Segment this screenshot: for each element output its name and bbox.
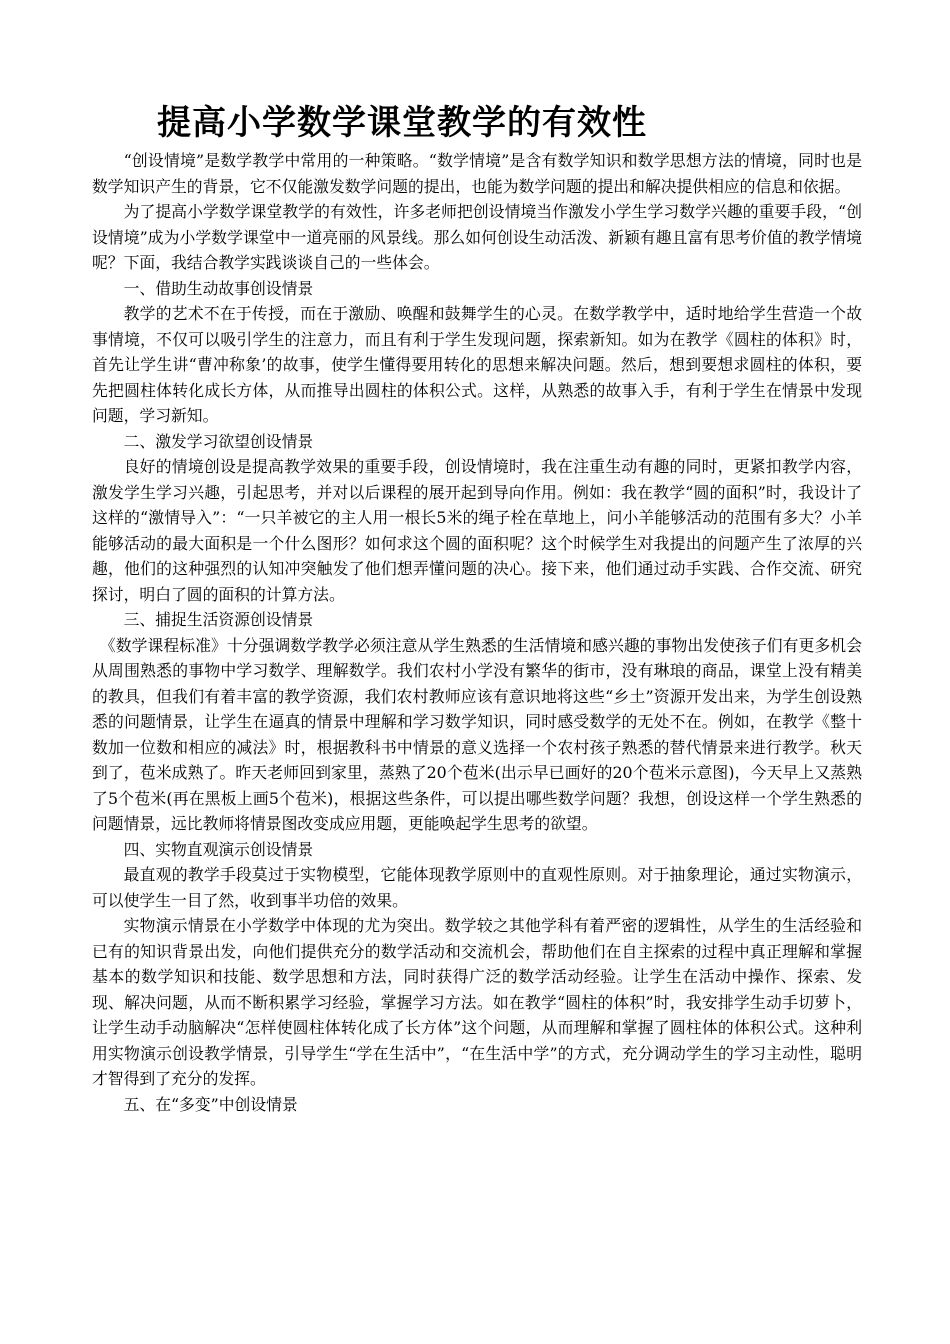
document-title: 提高小学数学课堂教学的有效性 xyxy=(157,103,647,143)
section-heading-3: 三、捕捉生活资源创设情景 xyxy=(123,610,314,629)
section-heading-1: 一、借助生动故事创设情景 xyxy=(123,278,314,298)
paragraph-section-4a: 最直观的教学手段莫过于实物模型，它能体现教学原则中的直观性原则。对于抽象理论，通过实物演示，可以使学生一目了然，收到事半功倍的效果。 xyxy=(92,865,862,910)
paragraph-section-3: 《数学课程标准》十分强调数学教学必须注意从学生熟悉的生活情境和感兴趣的事物出发使孩子们有更多机会从周围熟悉的事物中学习数学、理解数学。我们农村小学没有繁华的街市，没有琳琅的商品，课堂上没有精美的教具，但我们有着丰富的教学资源，我们农村教师应该有意识地将这些“乡土”资源开发出来，为学生创设熟悉的问题情景，让学生在逼真的情景中理解和学习数学知识，同时感受数学的无处不在。例如，在教学《整十数加一位数和相应的减法》时，根据教科书中情景的意义选择一个农村孩子熟悉的替代情景来进行教学。秋天到了，苞米成熟了。昨天老师回到家里，蒸熟了20个苞米(出示早已画好的20个苞米示意图)，今天早上又蒸熟了5个苞米(再在黑板上画5个苞米)，根据这些条件，可以提出哪些数学问题？我想，创设这样一个学生熟悉的问题情景，远比教师将情景图改变成应用题，更能唤起学生思考的欲望。 xyxy=(92,635,862,833)
paragraph-intro-1: “创设情境”是数学教学中常用的一种策略。“数学情境”是含有数学知识和数学思想方法的情境，同时也是数学知识产生的背景，它不仅能激发数学问题的提出，也能为数学问题的提出和解决提供相应的信息和依据。 xyxy=(92,151,862,196)
paragraph-section-4b: 实物演示情景在小学数学中体现的尤为突出。数学较之其他学科有着严密的逻辑性，从学生的生活经验和已有的知识背景出发，向他们提供充分的数学活动和交流机会，帮助他们在自主探索的过程中真正理解和掌握基本的数学知识和技能、数学思想和方法，同时获得广泛的数学活动经验。让学生在活动中操作、探索、发现、解决问题，从而不断积累学习经验，掌握学习方法。如在教学“圆柱的体积”时，我安排学生动手切萝卜，让学生动手动脑解决“怎样使圆柱体转化成了长方体”这个问题，从而理解和掌握了圆柱体的体积公式。这种利用实物演示创设教学情景，引导学生“学在生活中”，“在生活中学”的方式，充分调动学生的学习主动性，聪明才智得到了充分的发挥。 xyxy=(92,916,862,1088)
paragraph-section-2: 良好的情境创设是提高教学效果的重要手段，创设情境时，我在注重生动有趣的同时，更紧扣教学内容，激发学生学习兴趣，引起思考，并对以后课程的展开起到导向作用。例如：我在教学“圆的面积”时，我设计了这样的“激情导入”：“一只羊被它的主人用一根长5米的绳子栓在草地上，问小羊能够活动的范围有多大？小羊能够活动的最大面积是一个什么图形？如何求这个圆的面积呢？这个时候学生对我提出的问题产生了浓厚的兴趣，他们的这种强烈的认知冲突触发了他们想弄懂问题的决心。接下来，他们通过动手实践、合作交流、研究探讨，明白了圆的面积的计算方法。 xyxy=(92,457,862,604)
section-heading-4: 四、实物直观演示创设情景 xyxy=(123,839,314,859)
section-heading-2: 二、激发学习欲望创设情景 xyxy=(123,431,314,451)
paragraph-section-1: 教学的艺术不在于传授，而在于激励、唤醒和鼓舞学生的心灵。在数学教学中，适时地给学生营造一个故事情境，不仅可以吸引学生的注意力，而且有利于学生发现问题，探索新知。如为在教学《圆柱的体积》时，首先让学生讲“曹冲称象’的故事，使学生懂得要用转化的思想来解决问题。然后，想到要想求圆柱的体积，要先把圆柱体转化成长方体，从而推导出圆柱的体积公式。这样，从熟悉的故事入手，有利于学生在情景中发现问题，学习新知。 xyxy=(92,304,862,425)
paragraph-intro-2: 为了提高小学数学课堂教学的有效性，许多老师把创设情境当作激发小学生学习数学兴趣的重要手段，“创设情境”成为小学数学课堂中一道亮丽的风景线。那么如何创设生动活泼、新颖有趣且富有思考价值的教学情境呢？下面，我结合教学实践谈谈自己的一些体会。 xyxy=(92,202,862,272)
document-content xyxy=(92,100,862,1117)
section-heading-5: 五、在“多变”中创设情景 xyxy=(123,1094,298,1114)
